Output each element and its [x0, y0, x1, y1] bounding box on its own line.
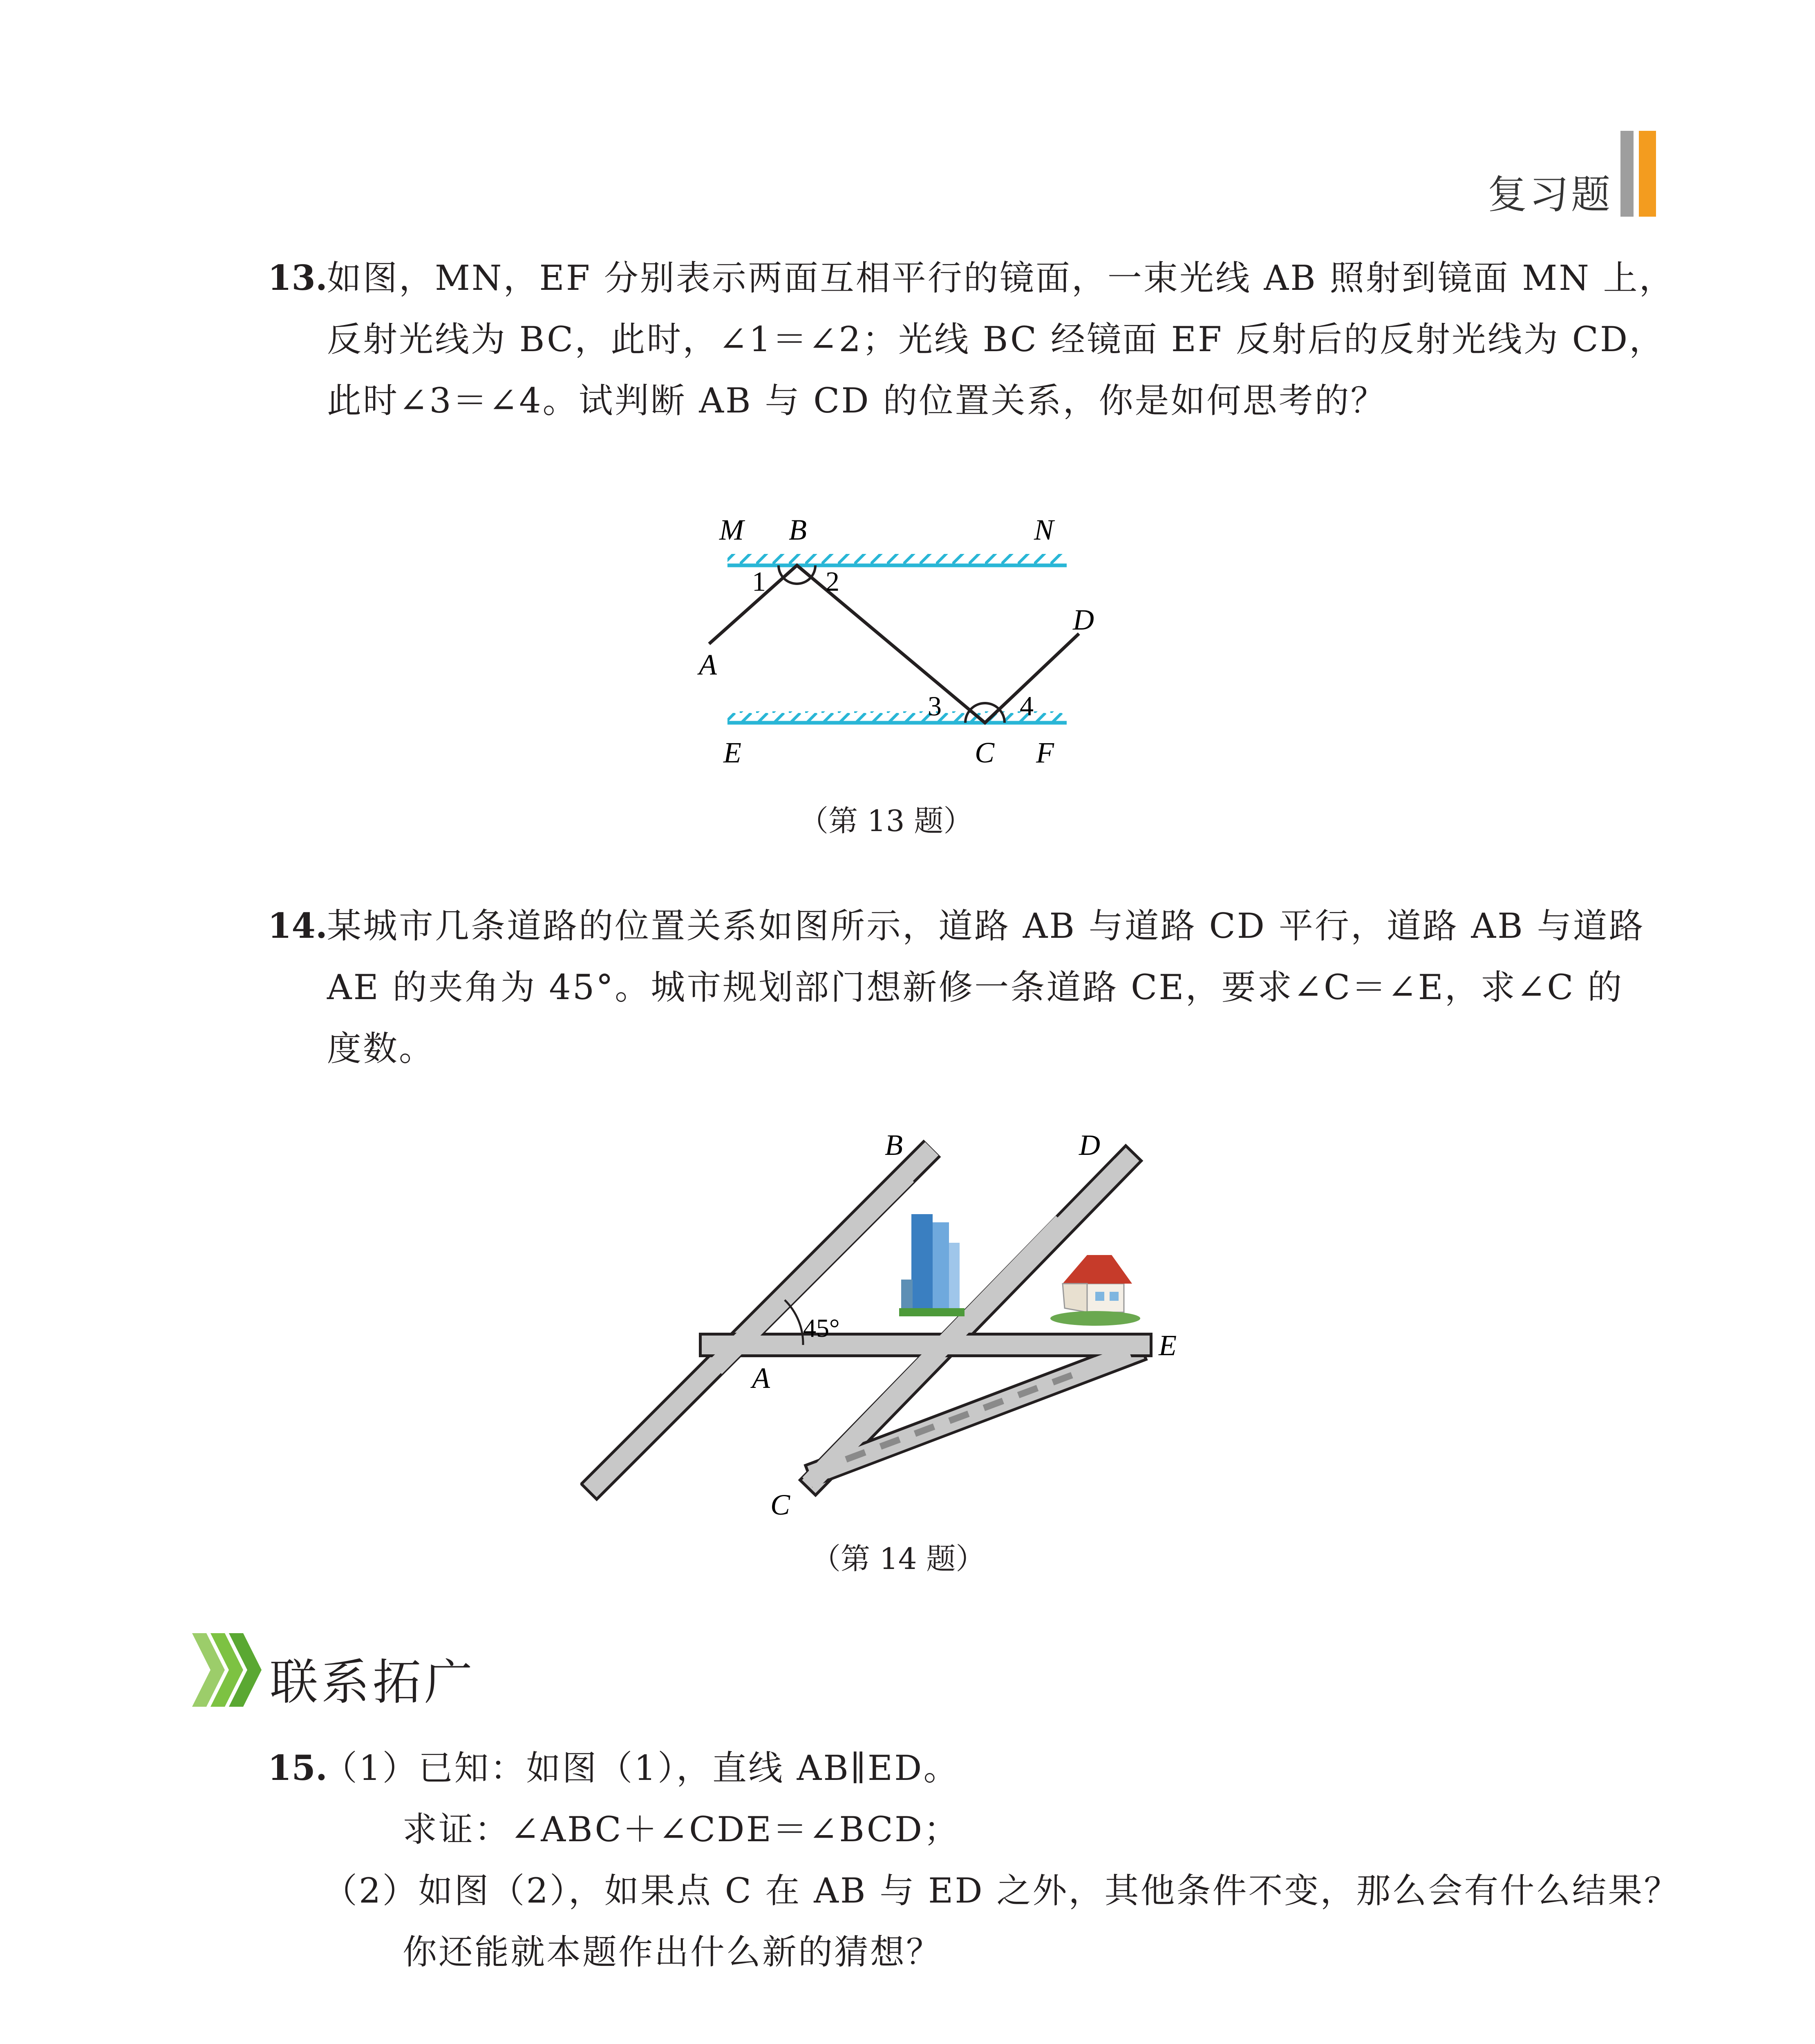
header-title: 复习题 — [1488, 172, 1613, 217]
q15-line-3: （2）如图（2），如果点 C 在 AB 与 ED 之外，其他条件不变，那么会有什么结果？ — [323, 1871, 1680, 1911]
section-title: 联系拓广 — [270, 1654, 476, 1710]
q14-line-3: 度数。 — [327, 1029, 435, 1069]
q15-number: 15. — [268, 1748, 328, 1788]
q14-number: 14. — [268, 905, 328, 946]
q14-line-1: 某城市几条道路的位置关系如图所示，道路 AB 与道路 CD 平行，道路 AB 与道路 — [327, 906, 1645, 946]
label-4: 4 — [1020, 690, 1034, 722]
label-3: 3 — [928, 690, 942, 722]
house-icon — [1050, 1255, 1140, 1326]
q13-line-2: 反射光线为 BC，此时，∠1＝∠2；光线 BC 经镜面 EF 反射后的反射光线为 CD， — [327, 319, 1665, 359]
q13-line-3: 此时∠3＝∠4。试判断 AB 与 CD 的位置关系，你是如何思考的？ — [327, 381, 1387, 421]
label-c: C — [975, 736, 995, 769]
q15-line-4: 你还能就本题作出什么新的猜想？ — [403, 1932, 942, 1972]
label-2: 2 — [826, 566, 839, 597]
q14-line-2: AE 的夹角为 45°。城市规划部门想新修一条道路 CE，要求∠C＝∠E，求∠C 的 — [327, 967, 1624, 1007]
q14-label-b: B — [885, 1129, 903, 1161]
q13-figure — [674, 507, 1124, 785]
q13-number: 13. — [268, 258, 328, 298]
label-b: B — [789, 513, 807, 546]
label-1: 1 — [752, 566, 766, 597]
q15-line-2: 求证：∠ABC＋∠CDE＝∠BCD； — [403, 1809, 960, 1849]
q14-label-e: E — [1159, 1329, 1177, 1362]
header-bar-orange — [1639, 131, 1656, 217]
q14-label-45: 45° — [803, 1313, 840, 1342]
q14-caption: （第 14 题） — [811, 1542, 985, 1576]
q14-label-d: D — [1079, 1129, 1100, 1161]
header-bar-gray — [1620, 131, 1634, 217]
label-f: F — [1036, 736, 1054, 769]
q13-caption: （第 13 题） — [799, 804, 973, 838]
label-n: N — [1034, 513, 1054, 546]
label-d: D — [1073, 603, 1094, 636]
skyscraper-icon — [899, 1214, 965, 1316]
q15-line-1: （1）已知：如图（1），直线 AB∥ED。 — [323, 1748, 960, 1788]
q13-line-1: 如图，MN，EF 分别表示两面互相平行的镜面，一束光线 AB 照射到镜面 MN 上， — [327, 258, 1675, 298]
label-e: E — [723, 736, 741, 769]
label-m: M — [719, 513, 744, 546]
label-a: A — [699, 648, 717, 681]
q14-label-c: C — [770, 1488, 790, 1521]
section-chevrons-icon — [192, 1629, 266, 1711]
q14-figure — [580, 1120, 1234, 1533]
q14-label-a: A — [752, 1362, 770, 1394]
